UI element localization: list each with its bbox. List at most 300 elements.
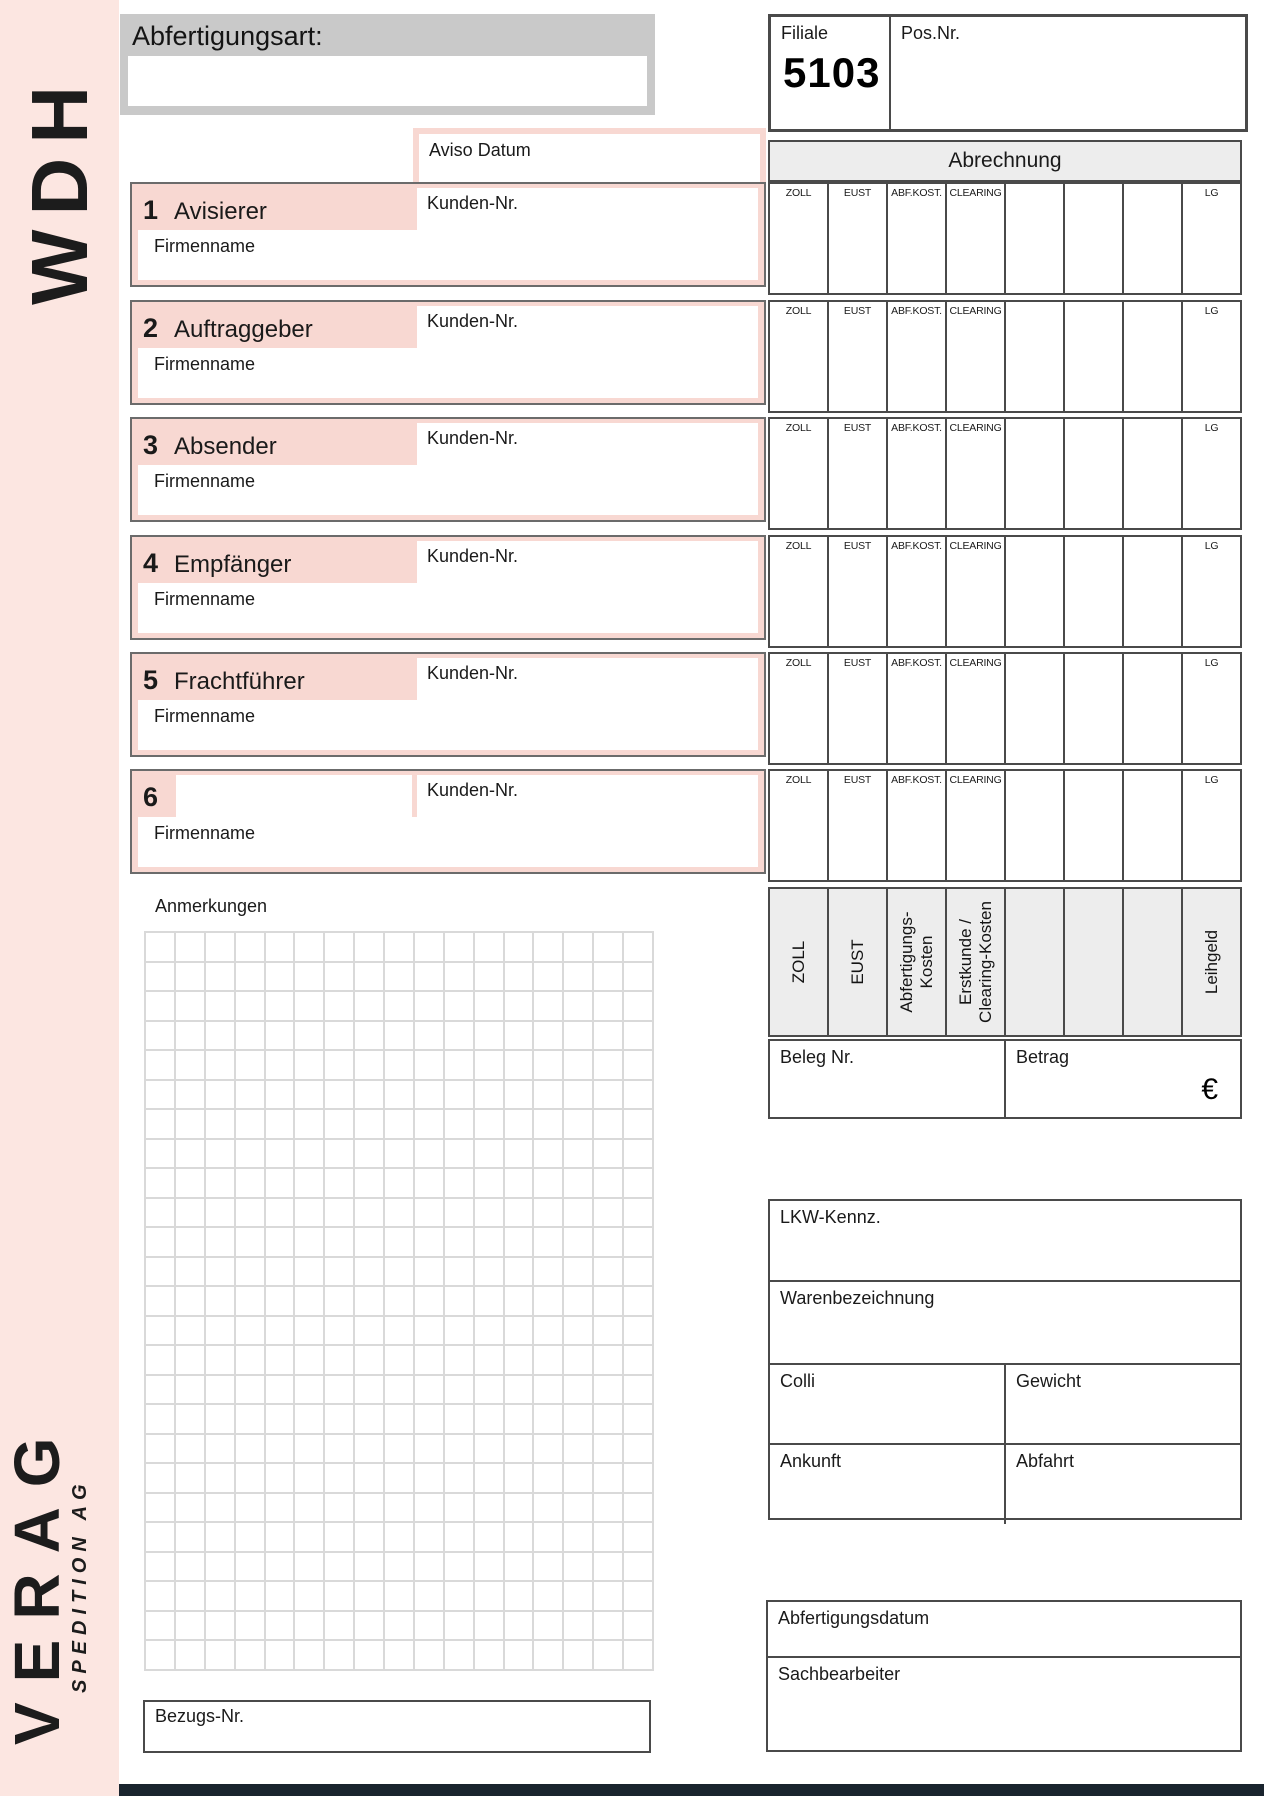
grid-cell — [236, 1376, 266, 1406]
grid-cell — [594, 1435, 624, 1465]
section-number: 3 — [143, 430, 159, 460]
gewicht-field[interactable] — [1004, 1365, 1240, 1443]
bezugs-nr-field[interactable] — [143, 1700, 651, 1753]
column-label: EUST — [843, 774, 872, 786]
grid-cell — [624, 1405, 654, 1435]
grid-cell — [445, 1376, 475, 1406]
grid-cell — [624, 1464, 654, 1494]
grid-cell — [594, 933, 624, 963]
grid-cell — [505, 1110, 535, 1140]
grid-cell — [176, 1435, 206, 1465]
grid-cell — [206, 1612, 236, 1642]
grid-cell — [176, 1051, 206, 1081]
grid-cell — [295, 1022, 325, 1052]
grid-cell — [176, 1081, 206, 1111]
section-label: Empfänger — [174, 551, 292, 578]
grid-cell — [564, 963, 594, 993]
grid-cell — [146, 1435, 176, 1465]
section-number: 6 — [143, 782, 159, 812]
abrechnung-title: Abrechnung — [948, 149, 1062, 172]
cell-zoll[interactable] — [770, 537, 827, 646]
grid-cell — [445, 1405, 475, 1435]
cell-blank[interactable] — [1122, 771, 1181, 880]
grid-cell — [445, 1140, 475, 1170]
grid-cell — [594, 992, 624, 1022]
grid-cell — [534, 963, 564, 993]
grid-cell — [415, 992, 445, 1022]
cell-abfkost[interactable] — [886, 654, 945, 763]
cell-lg[interactable] — [1181, 537, 1240, 646]
abfahrt-field[interactable] — [1004, 1445, 1240, 1524]
grid-cell — [475, 1081, 505, 1111]
cell-eust[interactable] — [827, 184, 886, 293]
grid-cell — [594, 1464, 624, 1494]
grid-cell — [505, 1140, 535, 1170]
kunden-nr-field[interactable] — [417, 188, 758, 230]
cell-zoll[interactable] — [770, 184, 827, 293]
cell-blank[interactable] — [1063, 184, 1122, 293]
grid-cell — [415, 1523, 445, 1553]
grid-cell — [206, 1140, 236, 1170]
grid-cell — [176, 1317, 206, 1347]
grid-cell — [266, 992, 296, 1022]
cell-abfkost[interactable] — [886, 184, 945, 293]
grid-cell — [564, 1346, 594, 1376]
grid-cell — [534, 1258, 564, 1288]
grid-cell — [475, 933, 505, 963]
grid-cell — [176, 1405, 206, 1435]
grid-cell — [236, 1110, 266, 1140]
grid-cell — [385, 1582, 415, 1612]
grid-cell — [534, 1228, 564, 1258]
grid-cell — [295, 1169, 325, 1199]
grid-cell — [415, 1199, 445, 1229]
grid-cell — [266, 1317, 296, 1347]
grid-cell — [415, 1435, 445, 1465]
grid-cell — [266, 1051, 296, 1081]
section-label: Absender — [174, 433, 277, 460]
grid-cell — [266, 1376, 296, 1406]
grid-cell — [295, 1140, 325, 1170]
column-label: LG — [1204, 540, 1219, 552]
cell-lg[interactable] — [1181, 654, 1240, 763]
grid-cell — [594, 1317, 624, 1347]
cell-lg[interactable] — [1181, 771, 1240, 880]
grid-cell — [176, 963, 206, 993]
aviso-datum-input[interactable] — [419, 134, 760, 182]
grid-cell — [385, 1376, 415, 1406]
grid-cell — [146, 1612, 176, 1642]
grid-cell — [385, 1199, 415, 1229]
grid-cell — [206, 1169, 236, 1199]
grid-cell — [624, 963, 654, 993]
grid-cell — [505, 1228, 535, 1258]
grid-cell — [176, 1199, 206, 1229]
abrechnung-row-6 — [768, 769, 1242, 882]
cell-blank[interactable] — [1004, 654, 1063, 763]
column-label: LG — [1204, 774, 1219, 786]
grid-cell — [564, 1435, 594, 1465]
column-label: ABF.KOST. — [891, 657, 942, 669]
anmerkungen-grid[interactable] — [144, 931, 654, 1671]
kunden-nr-field[interactable] — [417, 306, 758, 348]
grid-cell — [206, 1051, 236, 1081]
firmenname-field[interactable] — [138, 348, 758, 398]
grid-cell — [624, 1169, 654, 1199]
grid-cell — [505, 1435, 535, 1465]
grid-cell — [355, 1228, 385, 1258]
grid-cell — [624, 1081, 654, 1111]
beleg-nr-field[interactable] — [770, 1041, 1004, 1117]
cell-blank[interactable] — [1004, 184, 1063, 293]
grid-cell — [624, 1317, 654, 1347]
colli-field[interactable] — [770, 1365, 1004, 1443]
verag-subtitle: SPEDITION AG — [69, 1478, 91, 1693]
cell-blank[interactable] — [1063, 771, 1122, 880]
grid-cell — [564, 992, 594, 1022]
posnr-field[interactable] — [891, 17, 1245, 129]
filiale-value: 5103 — [783, 49, 881, 96]
grid-cell — [236, 1612, 266, 1642]
grid-cell — [624, 1110, 654, 1140]
grid-cell — [564, 1140, 594, 1170]
column-label: ABF.KOST. — [891, 187, 942, 199]
cell-clearing[interactable] — [945, 537, 1004, 646]
cell-blank[interactable] — [1122, 537, 1181, 646]
firmenname-label: Firmenname — [154, 236, 256, 256]
rotated-label-abfertigungs — [886, 889, 945, 1035]
grid-cell — [146, 1494, 176, 1524]
cell-abfkost[interactable] — [886, 419, 945, 528]
cell-clearing[interactable] — [945, 654, 1004, 763]
section-label: Avisierer — [174, 198, 267, 225]
grid-cell — [505, 1346, 535, 1376]
grid-cell — [236, 1228, 266, 1258]
grid-cell — [236, 1523, 266, 1553]
grid-cell — [534, 1553, 564, 1583]
grid-cell — [355, 992, 385, 1022]
cell-blank[interactable] — [1122, 184, 1181, 293]
grid-cell — [624, 1553, 654, 1583]
grid-cell — [206, 1376, 236, 1406]
cell-blank[interactable] — [1004, 537, 1063, 646]
cell-eust[interactable] — [827, 771, 886, 880]
kunden-nr-field[interactable] — [417, 423, 758, 465]
grid-cell — [505, 1317, 535, 1347]
filiale-posnr-box — [768, 14, 1248, 132]
grid-cell — [534, 1346, 564, 1376]
cell-clearing[interactable] — [945, 419, 1004, 528]
grid-cell — [385, 1110, 415, 1140]
grid-cell — [594, 1110, 624, 1140]
cell-eust[interactable] — [827, 419, 886, 528]
grid-cell — [415, 1494, 445, 1524]
firmenname-field[interactable] — [138, 230, 758, 280]
grid-cell — [266, 1494, 296, 1524]
grid-cell — [266, 963, 296, 993]
grid-cell — [594, 1169, 624, 1199]
grid-cell — [385, 992, 415, 1022]
grid-cell — [146, 933, 176, 963]
kunden-nr-label: Kunden-Nr. — [427, 193, 519, 213]
grid-cell — [505, 1405, 535, 1435]
grid-cell — [534, 1376, 564, 1406]
cell-lg[interactable] — [1181, 302, 1240, 411]
grid-cell — [385, 963, 415, 993]
grid-cell — [266, 1641, 296, 1671]
grid-cell — [325, 933, 355, 963]
cell-abfkost[interactable] — [886, 771, 945, 880]
section-number: 1 — [143, 195, 159, 225]
sachbearbeiter-field[interactable] — [768, 1658, 1240, 1750]
grid-cell — [295, 1228, 325, 1258]
grid-cell — [266, 1582, 296, 1612]
cell-blank[interactable] — [1004, 419, 1063, 528]
grid-cell — [176, 933, 206, 963]
grid-cell — [236, 1553, 266, 1583]
grid-cell — [534, 1287, 564, 1317]
firmenname-field[interactable] — [138, 583, 758, 633]
cell-blank[interactable] — [1122, 302, 1181, 411]
grid-cell — [176, 1346, 206, 1376]
cell-blank[interactable] — [1122, 419, 1181, 528]
grid-cell — [564, 1228, 594, 1258]
cell-eust[interactable] — [827, 654, 886, 763]
grid-cell — [236, 1140, 266, 1170]
grid-cell — [415, 1553, 445, 1583]
grid-cell — [295, 1641, 325, 1671]
cell-blank[interactable] — [1004, 771, 1063, 880]
cell-blank[interactable] — [1063, 419, 1122, 528]
grid-cell — [206, 1494, 236, 1524]
grid-cell — [295, 992, 325, 1022]
kunden-nr-field[interactable] — [417, 541, 758, 583]
grid-cell — [176, 1140, 206, 1170]
gewicht-label: Gewicht — [1016, 1371, 1082, 1391]
grid-cell — [325, 1140, 355, 1170]
grid-cell — [534, 933, 564, 963]
cell-zoll[interactable] — [770, 771, 827, 880]
grid-cell — [355, 933, 385, 963]
grid-cell — [594, 1582, 624, 1612]
grid-cell — [564, 1376, 594, 1406]
cell-blank[interactable] — [1063, 654, 1122, 763]
grid-cell — [475, 1199, 505, 1229]
grid-cell — [236, 963, 266, 993]
grid-cell — [206, 1523, 236, 1553]
grid-cell — [385, 1641, 415, 1671]
grid-cell — [176, 1287, 206, 1317]
euro-symbol: € — [1201, 1073, 1218, 1106]
grid-cell — [445, 1641, 475, 1671]
grid-cell — [415, 1582, 445, 1612]
grid-cell — [295, 1258, 325, 1288]
grid-cell — [355, 1051, 385, 1081]
grid-cell — [206, 1081, 236, 1111]
grid-cell — [206, 933, 236, 963]
grid-cell — [505, 1582, 535, 1612]
grid-cell — [266, 1110, 296, 1140]
column-label: ZOLL — [785, 774, 812, 786]
grid-cell — [355, 1405, 385, 1435]
grid-cell — [146, 1405, 176, 1435]
grid-cell — [445, 1110, 475, 1140]
lkw-kennz-field[interactable] — [770, 1201, 1240, 1280]
grid-cell — [295, 1199, 325, 1229]
grid-cell — [534, 1317, 564, 1347]
column-label: EUST — [843, 657, 872, 669]
abfertigungsdatum-field[interactable] — [768, 1602, 1240, 1658]
bezugs-nr-label: Bezugs-Nr. — [155, 1706, 245, 1726]
grid-cell — [564, 1199, 594, 1229]
grid-cell — [146, 1228, 176, 1258]
grid-cell — [206, 1317, 236, 1347]
grid-cell — [325, 1582, 355, 1612]
grid-cell — [415, 1405, 445, 1435]
grid-cell — [295, 1464, 325, 1494]
grid-cell — [295, 1376, 325, 1406]
grid-cell — [594, 1140, 624, 1170]
cell-eust[interactable] — [827, 537, 886, 646]
abfertigungsart-input[interactable] — [128, 56, 647, 106]
warenbezeichnung-field[interactable] — [770, 1280, 1240, 1363]
grid-cell — [445, 1612, 475, 1642]
aviso-datum-field[interactable] — [413, 128, 766, 182]
grid-cell — [355, 1140, 385, 1170]
grid-cell — [534, 1405, 564, 1435]
grid-cell — [475, 1376, 505, 1406]
grid-cell — [325, 1405, 355, 1435]
grid-cell — [594, 1612, 624, 1642]
section-6 — [130, 769, 766, 874]
cell-lg[interactable] — [1181, 184, 1240, 293]
grid-cell — [475, 1317, 505, 1347]
cell-abfkost[interactable] — [886, 302, 945, 411]
grid-cell — [355, 1346, 385, 1376]
column-label: ZOLL — [785, 540, 812, 552]
grid-cell — [266, 1464, 296, 1494]
grid-cell — [146, 1553, 176, 1583]
grid-cell — [564, 1169, 594, 1199]
grid-cell — [594, 1228, 624, 1258]
abrechnung-header — [768, 140, 1242, 182]
cell-zoll[interactable] — [770, 654, 827, 763]
grid-cell — [505, 963, 535, 993]
grid-cell — [415, 1287, 445, 1317]
grid-cell — [236, 933, 266, 963]
section-auftraggeber — [130, 300, 766, 405]
kunden-nr-label: Kunden-Nr. — [427, 780, 519, 800]
column-label: ABF.KOST. — [891, 305, 942, 317]
column-label: CLEARING — [949, 774, 1002, 786]
grid-cell — [445, 1199, 475, 1229]
grid-cell — [534, 1022, 564, 1052]
rotated-label-text: Erstkunde / Clearing-Kosten — [955, 901, 995, 1023]
grid-cell — [146, 1022, 176, 1052]
grid-cell — [266, 1228, 296, 1258]
section-empfänger — [130, 535, 766, 640]
grid-cell — [266, 1553, 296, 1583]
grid-cell — [475, 1464, 505, 1494]
grid-cell — [295, 963, 325, 993]
grid-cell — [206, 1464, 236, 1494]
grid-cell — [266, 1258, 296, 1288]
kunden-nr-label: Kunden-Nr. — [427, 428, 519, 448]
ankunft-field[interactable] — [770, 1445, 1004, 1524]
grid-cell — [146, 1582, 176, 1612]
cell-blank[interactable] — [1004, 302, 1063, 411]
grid-cell — [295, 1346, 325, 1376]
grid-cell — [505, 933, 535, 963]
cell-blank[interactable] — [1063, 537, 1122, 646]
firmenname-field[interactable] — [138, 700, 758, 750]
grid-cell — [266, 1523, 296, 1553]
grid-cell — [325, 1051, 355, 1081]
lkw-kennz-label: LKW-Kennz. — [780, 1207, 881, 1227]
sachbearbeiter-label: Sachbearbeiter — [778, 1664, 901, 1684]
section-name-input[interactable] — [176, 775, 412, 817]
grid-cell — [475, 1110, 505, 1140]
cell-eust[interactable] — [827, 302, 886, 411]
cell-abfkost[interactable] — [886, 537, 945, 646]
grid-cell — [385, 1081, 415, 1111]
grid-cell — [534, 1169, 564, 1199]
firmenname-field[interactable] — [138, 817, 758, 867]
grid-cell — [146, 1376, 176, 1406]
grid-cell — [266, 1287, 296, 1317]
firmenname-field[interactable] — [138, 465, 758, 515]
cell-clearing[interactable] — [945, 184, 1004, 293]
grid-cell — [475, 1641, 505, 1671]
grid-cell — [475, 1523, 505, 1553]
grid-cell — [325, 1494, 355, 1524]
grid-cell — [236, 1435, 266, 1465]
grid-cell — [206, 1641, 236, 1671]
kunden-nr-label: Kunden-Nr. — [427, 663, 519, 683]
grid-cell — [594, 1376, 624, 1406]
grid-cell — [475, 1287, 505, 1317]
kunden-nr-label: Kunden-Nr. — [427, 311, 519, 331]
kunden-nr-field[interactable] — [417, 658, 758, 700]
grid-cell — [594, 963, 624, 993]
grid-cell — [295, 1110, 325, 1140]
grid-cell — [445, 1464, 475, 1494]
grid-cell — [534, 1641, 564, 1671]
cell-lg[interactable] — [1181, 419, 1240, 528]
column-label: ZOLL — [785, 305, 812, 317]
column-label: CLEARING — [949, 422, 1002, 434]
cell-clearing[interactable] — [945, 302, 1004, 411]
verag-logo — [1, 1415, 99, 1745]
grid-cell — [385, 1287, 415, 1317]
grid-cell — [534, 1612, 564, 1642]
grid-cell — [534, 992, 564, 1022]
cell-clearing[interactable] — [945, 771, 1004, 880]
grid-cell — [624, 1199, 654, 1229]
cell-blank[interactable] — [1122, 654, 1181, 763]
grid-cell — [594, 1346, 624, 1376]
grid-cell — [295, 933, 325, 963]
cell-zoll[interactable] — [770, 419, 827, 528]
grid-cell — [385, 1022, 415, 1052]
cell-blank[interactable] — [1063, 302, 1122, 411]
cell-zoll[interactable] — [770, 302, 827, 411]
kunden-nr-field[interactable] — [417, 775, 758, 817]
grid-cell — [445, 1346, 475, 1376]
grid-cell — [475, 1258, 505, 1288]
grid-cell — [385, 1494, 415, 1524]
betrag-field[interactable] — [1004, 1041, 1240, 1117]
